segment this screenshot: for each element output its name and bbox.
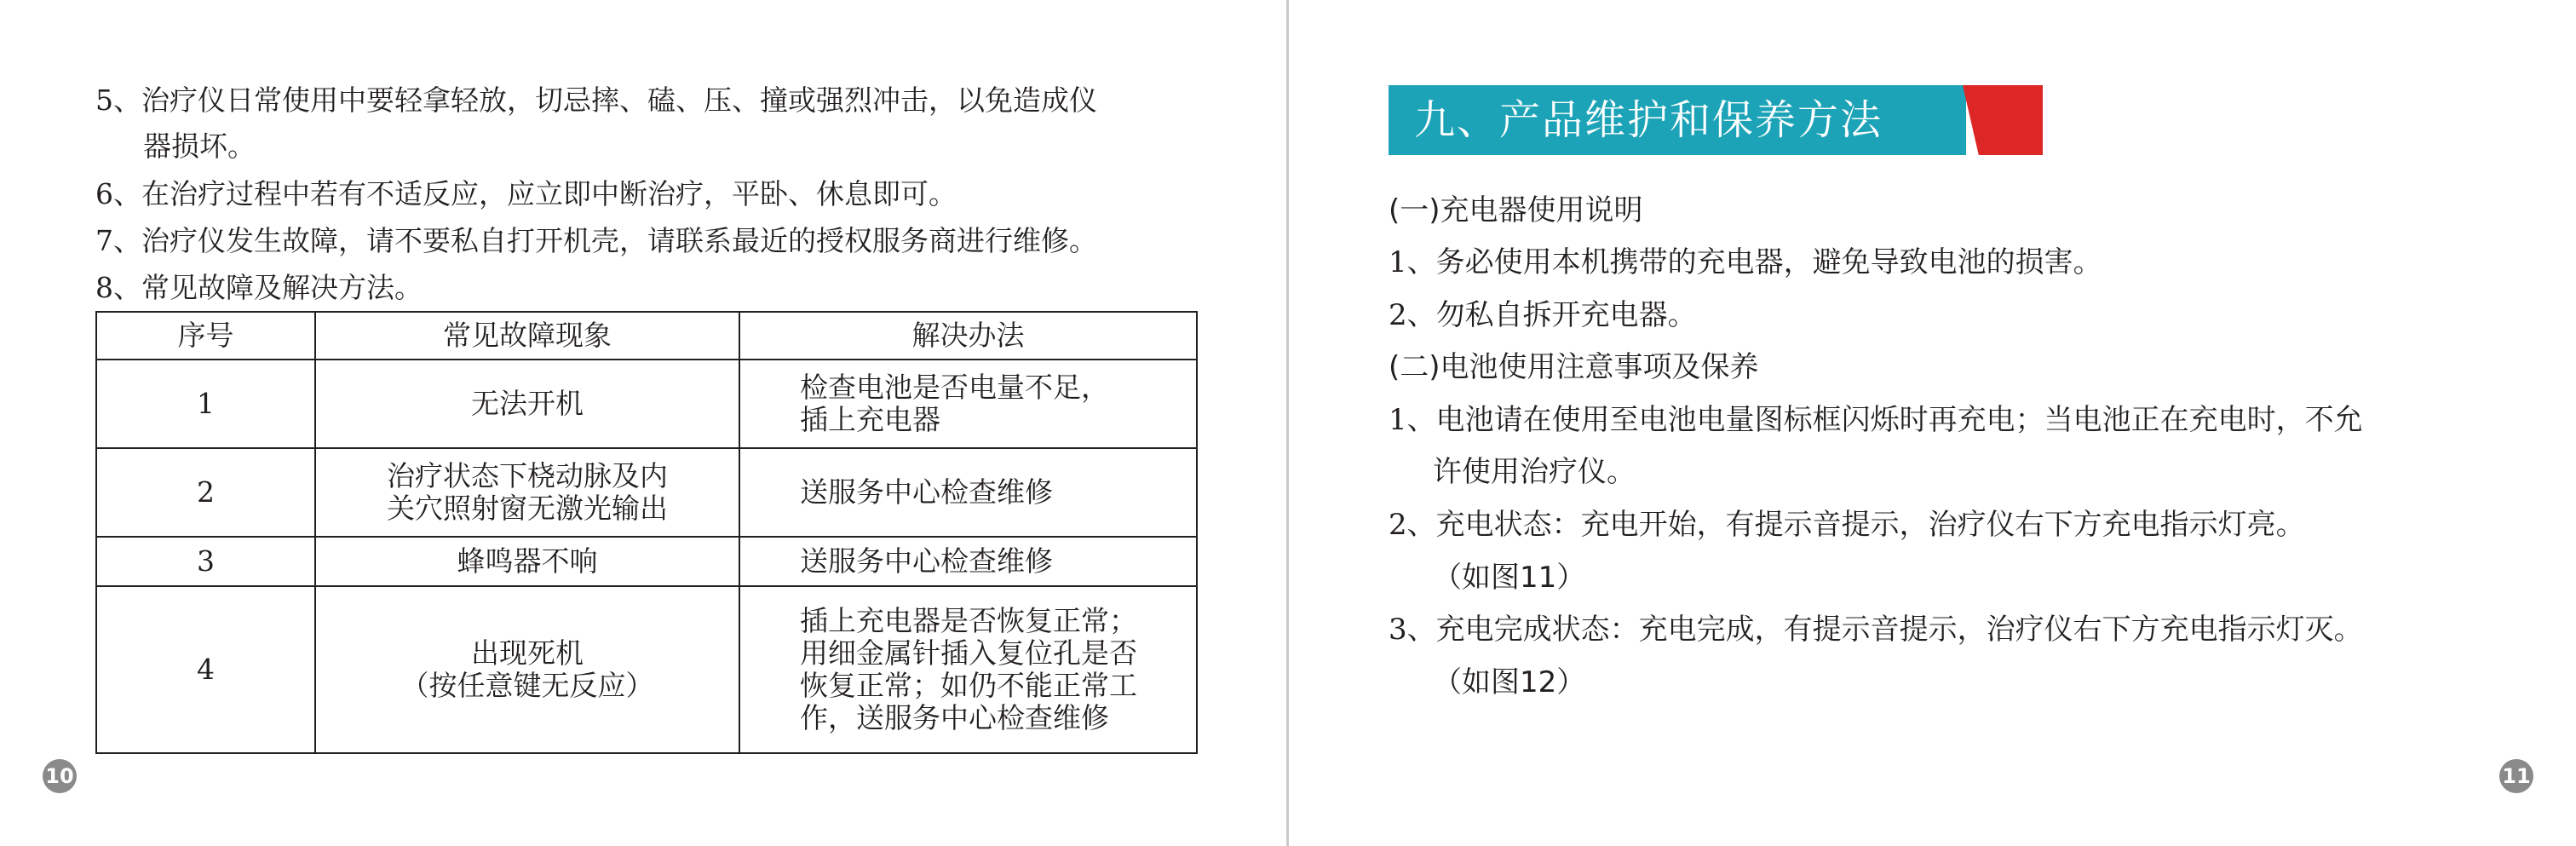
solution-line: 作，送服务中心检查维修 [800,701,1109,734]
subsection-charger: (一)充电器使用说明 [1389,193,1643,227]
fault-table [95,311,1198,754]
battery-item-2-figref: （如图11） [1433,561,1586,595]
charger-item-2: 2、勿私自拆开充电器。 [1389,298,1697,332]
solution-line: 插上充电器是否恢复正常； [800,604,1137,637]
table-row [96,448,1197,537]
banner-red-band [1963,85,2043,155]
row-no: 2 [96,448,315,537]
section-title: 九、产品维护和保养方法 [1414,96,1883,144]
solution-line: 恢复正常；如仍不能正常工 [800,669,1137,702]
page-number-badge: 10 [43,759,77,793]
battery-item-2: 2、充电状态：充电开始，有提示音提示，治疗仪右下方充电指示灯亮。 [1389,508,2305,542]
row-no: 3 [96,537,315,586]
row-no: 4 [96,586,315,753]
paragraph-6: 6、在治疗过程中若有不适反应，应立即中断治疗，平卧、休息即可。 [95,177,957,210]
symptom-line: 治疗状态下桡动脉及内 [387,459,668,492]
table-row [96,586,1197,753]
battery-item-1: 1、电池请在使用至电池电量图标框闪烁时再充电；当电池正在充电时，不允 [1389,403,2363,437]
row-symptom [315,586,739,753]
section-title-banner [1389,85,2043,155]
page-number-badge: 11 [2499,759,2533,793]
solution-line: 用细金属针插入复位孔是否 [800,636,1137,670]
paragraph-7: 7、治疗仪发生故障，请不要私自打开机壳，请联系最近的授权服务商进行维修。 [95,224,1097,257]
battery-item-3-figref: （如图12） [1433,665,1586,699]
symptom-line: 出现死机 [471,636,584,670]
symptom-line: 蜂鸣器不响 [457,544,598,578]
battery-item-1-cont: 许使用治疗仪。 [1433,455,1636,489]
solution-line: 送服务中心检查维修 [800,544,1053,578]
symptom-line: 关穴照射窗无激光输出 [387,492,668,525]
row-solution [739,586,1197,753]
header-no: 序号 [96,312,315,360]
table-header-row [96,312,1197,360]
row-no: 1 [96,360,315,448]
header-solution: 解决办法 [739,312,1197,360]
row-symptom [315,360,739,448]
symptom-line: 无法开机 [471,387,584,420]
header-symptom: 常见故障现象 [315,312,739,360]
table-row [96,360,1197,448]
symptom-line: （按任意键无反应） [400,669,654,702]
row-solution [739,448,1197,537]
paragraph-5: 5、治疗仪日常使用中要轻拿轻放，切忌摔、磕、压、撞或强烈冲击，以免造成仪 [95,83,1097,117]
row-symptom [315,448,739,537]
row-solution [739,360,1197,448]
battery-item-3: 3、充电完成状态：充电完成，有提示音提示，治疗仪右下方充电指示灯灭。 [1389,613,2363,647]
row-solution [739,537,1197,586]
paragraph-5-cont: 器损坏。 [143,129,256,163]
subsection-battery: (二)电池使用注意事项及保养 [1389,350,1759,384]
row-symptom [315,537,739,586]
solution-line: 送服务中心检查维修 [800,475,1053,509]
solution-line: 检查电池是否电量不足， [800,371,1109,404]
left-page [0,0,1287,846]
table-row [96,537,1197,586]
solution-line: 插上充电器 [800,403,940,436]
charger-item-1: 1、务必使用本机携带的充电器，避免导致电池的损害。 [1389,245,2102,279]
paragraph-8: 8、常见故障及解决方法。 [95,271,423,304]
